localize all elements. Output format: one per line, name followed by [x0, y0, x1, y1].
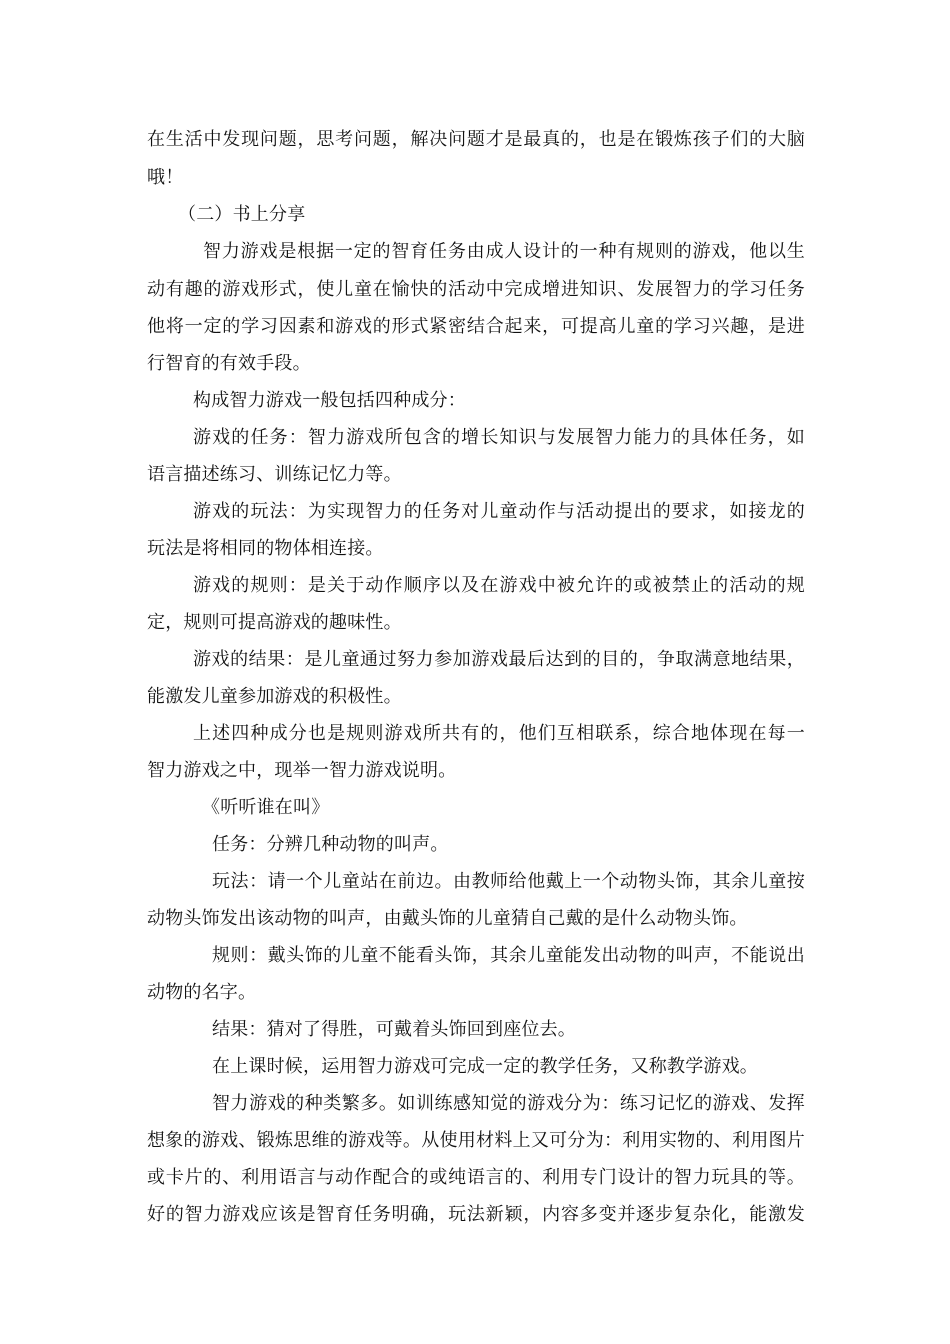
- text-line: 定，规则可提高游戏的趣味性。: [147, 612, 402, 633]
- text-line: 智力游戏之中，现举一智力游戏说明。: [147, 760, 457, 781]
- text-line: 游戏的规则：是关于动作顺序以及在游戏中被允许的或被禁止的活动的规: [193, 575, 805, 596]
- text-line: 智力游戏是根据一定的智育任务由成人设计的一种有规则的游戏，他以生: [203, 241, 805, 262]
- text-line: 任务：分辨几种动物的叫声。: [212, 834, 449, 855]
- section-heading: （二）书上分享: [178, 204, 306, 225]
- text-line: 游戏的任务：智力游戏所包含的增长知识与发展智力能力的具体任务，如: [193, 427, 805, 448]
- text-line: 动有趣的游戏形式，使儿童在愉快的活动中完成增进知识、发展智力的学习任务: [147, 279, 805, 300]
- text-line: 玩法是将相同的物体相连接。: [147, 538, 384, 559]
- text-line: 玩法：请一个儿童站在前边。由教师给他戴上一个动物头饰，其余儿童按: [212, 871, 805, 892]
- text-line: 语言描述练习、训练记忆力等。: [147, 464, 402, 485]
- text-line: 想象的游戏、锻炼思维的游戏等。从使用材料上又可分为：利用实物的、利用图片: [147, 1130, 805, 1151]
- text-line: 在生活中发现问题，思考问题，解决问题才是最真的，也是在锻炼孩子们的大脑: [147, 129, 805, 150]
- text-line: 行智育的有效手段。: [147, 353, 311, 374]
- text-line: 哦！: [147, 167, 184, 188]
- text-line: 或卡片的、利用语言与动作配合的或纯语言的、利用专门设计的智力玩具的等。: [147, 1167, 805, 1188]
- text-line: 结果：猜对了得胜，可戴着头饰回到座位去。: [212, 1019, 576, 1040]
- text-line: 游戏的结果：是儿童通过努力参加游戏最后达到的目的，争取满意地结果，: [193, 649, 805, 670]
- text-line: 动物头饰发出该动物的叫声，由戴头饰的儿童猜自己戴的是什么动物头饰。: [147, 908, 748, 929]
- text-line: 游戏的玩法：为实现智力的任务对儿童动作与活动提出的要求，如接龙的: [193, 501, 805, 522]
- text-line: 动物的名字。: [147, 982, 257, 1003]
- game-title: 《听听谁在叫》: [202, 797, 330, 818]
- text-line: 在上课时候，运用智力游戏可完成一定的教学任务，又称教学游戏。: [212, 1056, 758, 1077]
- text-line: 能激发儿童参加游戏的积极性。: [147, 686, 402, 707]
- text-line: 他将一定的学习因素和游戏的形式紧密结合起来，可提高儿童的学习兴趣，是进: [147, 316, 805, 337]
- text-line: 好的智力游戏应该是智育任务明确，玩法新颖，内容多变并逐步复杂化，能激发: [147, 1204, 805, 1225]
- text-line: 构成智力游戏一般包括四种成分：: [193, 390, 466, 411]
- text-line: 规则：戴头饰的儿童不能看头饰，其余儿童能发出动物的叫声，不能说出: [212, 945, 805, 966]
- text-line: 智力游戏的种类繁多。如训练感知觉的游戏分为：练习记忆的游戏、发挥: [212, 1093, 805, 1114]
- text-line: 上述四种成分也是规则游戏所共有的，他们互相联系，综合地体现在每一: [193, 723, 805, 744]
